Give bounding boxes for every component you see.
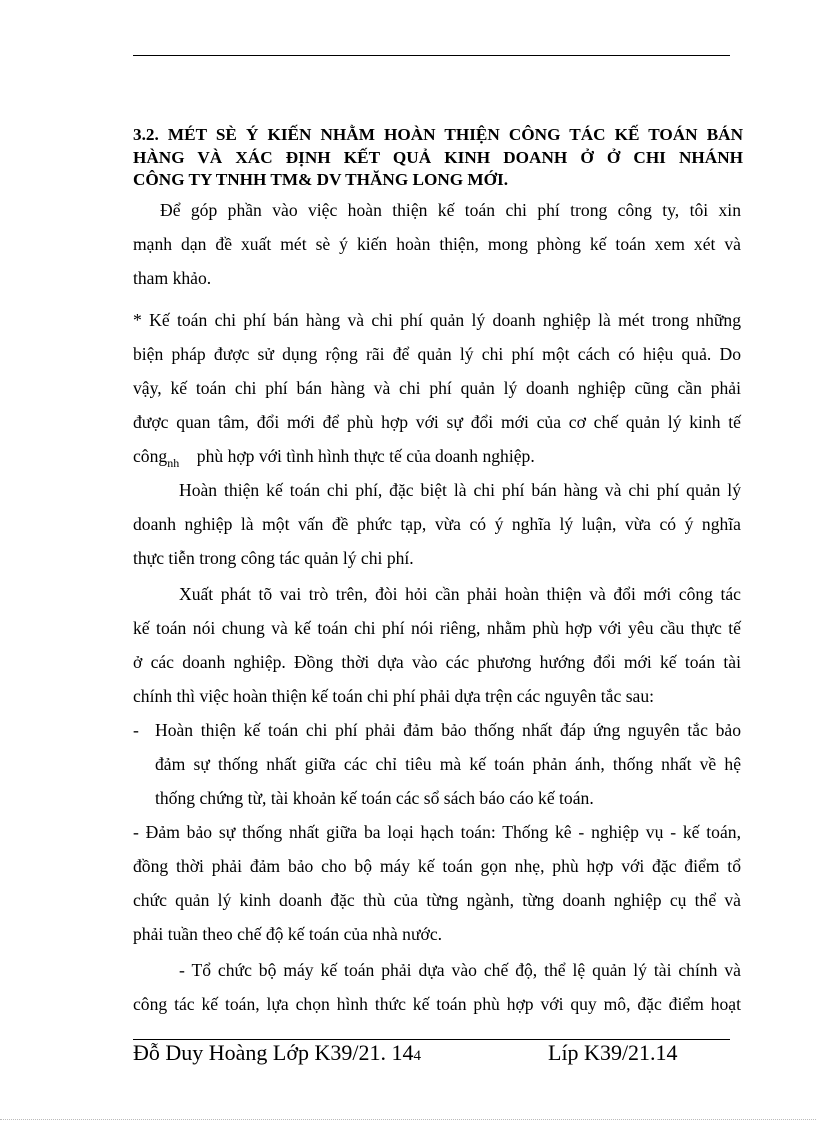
text-line: chức quản lý kinh doanh đặc thù của từng ngành, từng doanh nghiệp cụ thể và	[133, 890, 741, 910]
text-line: - Tổ chức bộ máy kế toán phải dựa vào chế độ, thể lệ quản lý tài chính và	[179, 960, 741, 980]
text-fragment: công	[133, 446, 168, 466]
text-line: công tác kế toán, lựa chọn hình thức kế toán phù hợp với quy mô, đặc điểm hoạt	[133, 994, 741, 1014]
text-line: Xuất phát tõ vai trò trên, đòi hỏi cần phải hoàn thiện và đổi mới công tác	[179, 584, 741, 604]
text-line: chính thì việc hoàn thiện kế toán chi phí phải dựa trện các nguyên tắc sau:	[133, 686, 655, 706]
text-line: thực tiễn trong công tác quản lý chi phí.	[133, 548, 414, 568]
text-line: Hoàn thiện kế toán chi phí, đặc biệt là chi phí bán hàng và chi phí quản lý	[179, 480, 741, 500]
text-line: ở các doanh nghiệp. Đồng thời dựa vào các phương hướng đổi mới kế toán tài	[133, 652, 741, 672]
page-number: 4	[413, 1048, 421, 1064]
text-line: thống chứng từ, tài khoản kế toán các sổ sách báo cáo kế toán.	[155, 788, 594, 808]
text-line: Hoàn thiện kế toán chi phí phải đảm bảo thống nhất đáp ứng nguyên tắc bảo	[155, 720, 741, 740]
text-line: - Đảm bảo sự thống nhất giữa ba loại hạch toán: Thống kê - nghiệp vụ - kế toán,	[133, 822, 741, 842]
text-line: biện pháp được sử dụng rộng rãi để quản lý chi phí một cách có hiệu quả. Do	[133, 344, 741, 364]
heading-line: HÀNG VÀ XÁC ĐỊNH KẾT QUẢ KINH DOANH Ở Ở CHI NHÁNH	[133, 147, 743, 167]
text-line: vậy, kế toán chi phí bán hàng và chi phí quản lý doanh nghiệp cũng cần phải	[133, 378, 741, 398]
bullet-dash: -	[133, 720, 139, 740]
footer-author-text: Đỗ Duy Hoàng Lớp K39/21. 14	[133, 1040, 414, 1065]
footer-author	[133, 1040, 421, 1066]
text-line: doanh nghiệp là một vấn đề phức tạp, vừa có ý nghĩa lý luận, vừa có ý nghĩa	[133, 514, 741, 534]
text-line: mạnh dạn đề xuất mét sè ý kiến hoàn thiện, mong phòng kế toán xem xét và	[133, 234, 741, 254]
heading-line: 3.2. MÉT SÈ Ý KIẾN NHẰM HOÀN THIỆN CÔNG TÁC KẾ TOÁN BÁN	[133, 125, 743, 144]
page-edge	[0, 1119, 816, 1120]
text-line: đảm sự thống nhất giữa các chỉ tiêu mà kế toán phản ánh, thống nhất về hệ	[155, 754, 741, 774]
text-fragment: phù hợp với tình hình thực tế của doanh nghiệp.	[196, 446, 535, 466]
footer-class: Líp K39/21.14	[548, 1040, 678, 1065]
text-line: được quan tâm, đổi mới để phù hợp với sự đổi mới của cơ chế quản lý kinh tế	[133, 412, 741, 432]
section-heading	[133, 124, 743, 192]
text-line: * Kế toán chi phí bán hàng và chi phí quản lý doanh nghiệp là mét trong những	[133, 310, 741, 330]
heading-line: CÔNG TY TNHH TM& DV THĂNG LONG MỚI.	[133, 170, 508, 189]
header-rule	[133, 55, 730, 56]
text-line: kế toán nói chung và kế toán chi phí nói riêng, nhằm phù hợp với yêu cầu thực tế	[133, 618, 741, 638]
text-line: tham khảo.	[133, 268, 212, 288]
text-line: Để góp phần vào việc hoàn thiện kế toán chi phí trong công ty, tôi xin	[160, 200, 741, 220]
subscript-fragment: nh	[167, 456, 180, 470]
text-line	[133, 446, 741, 470]
text-line: đồng thời phải đảm bảo cho bộ máy kế toán gọn nhẹ, phù hợp với đặc điểm tổ	[133, 856, 741, 876]
text-line: phải tuần theo chế độ kế toán của nhà nước.	[133, 924, 443, 944]
